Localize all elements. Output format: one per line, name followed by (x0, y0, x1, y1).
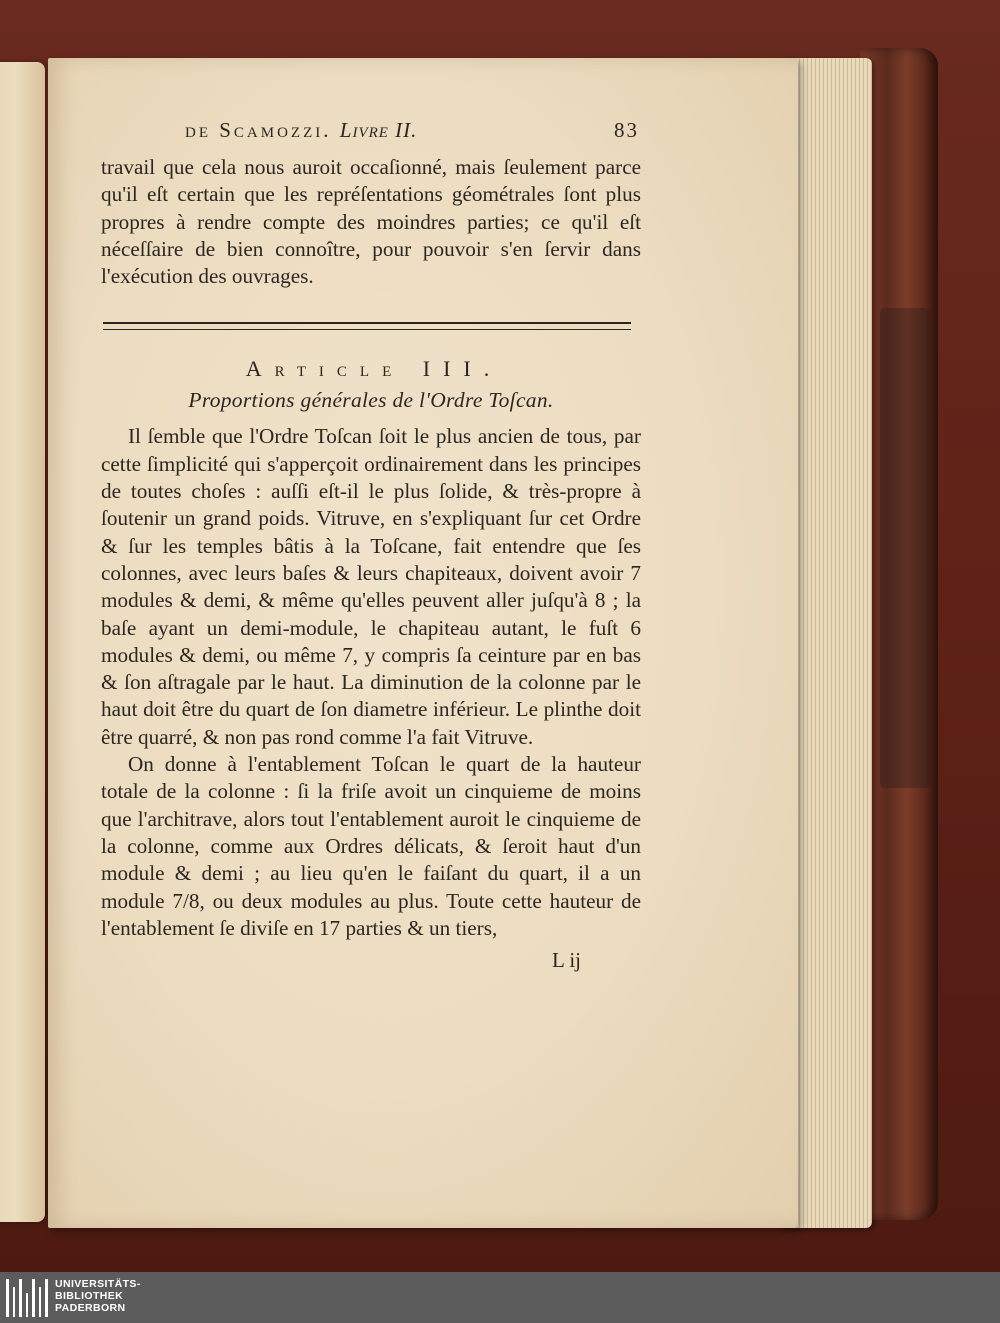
paragraph-1: Il ſemble que l'Ordre Toſcan ſoit le plus ancien de tous, par cette ſimplicité qui s'apperçoit ordinairement dans les principes de toutes choſes : auſſi eſt-il le plus ſolide, & très-propre à ſoutenir un grand poids. Vitruve, en s'expliquant ſur cet Ordre & ſur les temples bâtis à la Toſcane, fait entendre que ſes colonnes, avec leurs baſes & leurs chapiteaux, doivent avoir 7 modules & demi, & même qu'elles peuvent aller juſqu'à 8 ; la baſe ayant un demi-module, le chapiteau autant, le fuſt 6 modules & demi, ou même 7, y compris ſa ceinture par en bas & ſon aſtragale par le haut. La diminution de la colonne par le haut doit être du quart de ſon diametre inférieur. Le plinthe doit être quarré, & non pas rond comme l'a fait Vitruve. (101, 424, 641, 749)
running-title (185, 118, 417, 143)
article-heading: Article III. (245, 356, 503, 382)
previous-page-edge (0, 62, 45, 1222)
article-body (101, 423, 641, 942)
library-line-3: PADERBORN (55, 1302, 126, 1314)
article-subtitle: Proportions générales de l'Ordre Toſcan. (188, 388, 554, 413)
library-logo-icon (6, 1279, 48, 1317)
page-number: 83 (614, 118, 639, 142)
library-line-2: BIBLIOTHEK (55, 1290, 124, 1302)
library-name (55, 1278, 141, 1314)
running-title-book: Livre II. (339, 118, 418, 142)
book-page (48, 58, 798, 1228)
signature-mark: L ij (552, 948, 581, 973)
running-title-prefix: de Scamozzi. (185, 118, 332, 142)
page-content (101, 118, 641, 973)
intro-text (101, 154, 641, 290)
intro-paragraph: travail que cela nous auroit occaſionné, mais ſeulement parce qu'il eſt certain que les repréſentations géométrales ſont plus propres à rendre compte des moindres parties; ce qu'il eſt néceſſaire de bien connoître, pour pouvoir s'en ſervir dans l'exécution des ouvrages. (101, 155, 641, 289)
library-footer (0, 1272, 1000, 1323)
library-line-1: UNIVERSITÄTS- (55, 1278, 141, 1290)
section-rule (103, 322, 631, 330)
running-head (101, 118, 641, 154)
paragraph-2: On donne à l'entablement Toſcan le quart de la hauteur totale de la colonne : ſi la friſe avoit un cinquieme de moins que l'architrave, alors tout l'entablement auroit le cinquieme de la colonne, comme aux Ordres délicats, & ſeroit haut d'un module & demi ; au lieu qu'en le faiſant du quart, il a un module 7/8, ou deux modules au plus. Toute cette hauteur de l'entablement ſe diviſe en 17 parties & un tiers, (101, 752, 641, 940)
